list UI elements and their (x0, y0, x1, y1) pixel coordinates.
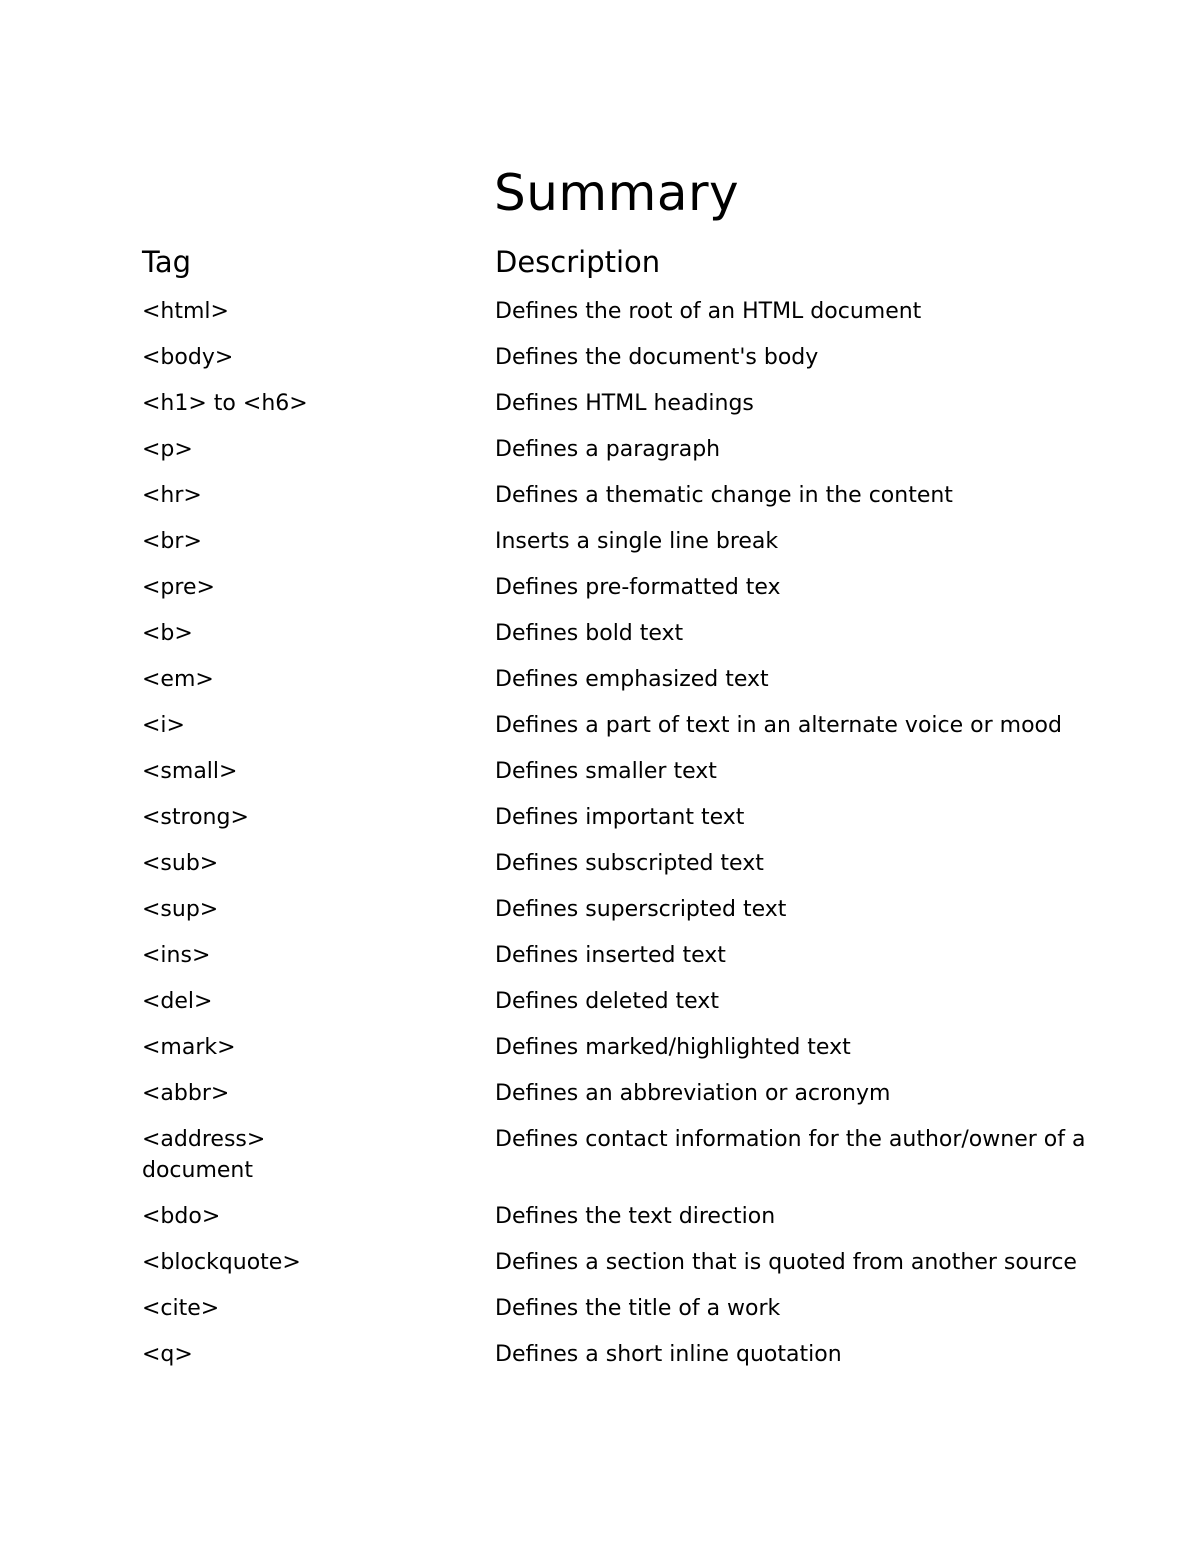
tag-cell: <i> (142, 713, 185, 738)
table-row (0, 1339, 1200, 1385)
tag-cell: <cite> (142, 1296, 220, 1321)
table-row (0, 572, 1200, 618)
description-cell: Defines the title of a work (495, 1296, 781, 1321)
table-row (0, 1201, 1200, 1247)
table-row (0, 664, 1200, 710)
description-cell: Defines a thematic change in the content (495, 483, 953, 508)
description-cell: Defines the document's body (495, 345, 819, 370)
description-cell: Defines contact information for the author/owner of a (495, 1127, 1086, 1152)
tag-cell: <ins> (142, 943, 211, 968)
description-cell: Defines a paragraph (495, 437, 721, 462)
table-row (0, 802, 1200, 848)
table-row (0, 986, 1200, 1032)
table-row (0, 1032, 1200, 1078)
table-row (0, 848, 1200, 894)
description-cell: Defines inserted text (495, 943, 726, 968)
tag-cell: <html> (142, 299, 229, 324)
tag-cell: <em> (142, 667, 214, 692)
tag-cell: <h1> to <h6> (142, 391, 308, 416)
description-cell: Defines the root of an HTML document (495, 299, 922, 324)
tag-cell: <del> (142, 989, 213, 1014)
table-row (0, 1247, 1200, 1293)
tag-cell: <mark> (142, 1035, 236, 1060)
tag-cell: <blockquote> (142, 1250, 301, 1275)
tag-cell: <body> (142, 345, 234, 370)
table-row (0, 480, 1200, 526)
tag-cell: <small> (142, 759, 238, 784)
tag-cell: <br> (142, 529, 202, 554)
description-cell: Defines emphasized text (495, 667, 769, 692)
tag-cell: <q> (142, 1342, 193, 1367)
table-row (0, 342, 1200, 388)
description-cell: Defines deleted text (495, 989, 719, 1014)
description-cell: Defines a part of text in an alternate voice or mood (495, 713, 1062, 738)
tag-cell: <b> (142, 621, 193, 646)
tag-cell: <hr> (142, 483, 202, 508)
description-cell: Defines a short inline quotation (495, 1342, 842, 1367)
table-row (0, 434, 1200, 480)
tag-cell: <bdo> (142, 1204, 221, 1229)
table-row (0, 296, 1200, 342)
description-cell: Defines superscripted text (495, 897, 787, 922)
table-row (0, 526, 1200, 572)
description-cell: Defines smaller text (495, 759, 717, 784)
description-cell: Inserts a single line break (495, 529, 779, 554)
description-cell: Defines the text direction (495, 1204, 776, 1229)
table-row (0, 894, 1200, 940)
table-row (0, 1124, 1200, 1201)
description-cell: Defines pre-formatted tex (495, 575, 781, 600)
tag-cell: <sub> (142, 851, 219, 876)
description-cell: Defines a section that is quoted from another source (495, 1250, 1077, 1275)
description-cell: Defines subscripted text (495, 851, 764, 876)
page-title: Summary (494, 164, 740, 222)
table-row (0, 710, 1200, 756)
description-cell: Defines bold text (495, 621, 684, 646)
description-cell: Defines an abbreviation or acronym (495, 1081, 891, 1106)
description-cell: Defines marked/highlighted text (495, 1035, 851, 1060)
description-column-header: Description (495, 245, 661, 279)
tag-cell: <abbr> (142, 1081, 230, 1106)
table-row (0, 1293, 1200, 1339)
tag-cell: <p> (142, 437, 193, 462)
table-row (0, 388, 1200, 434)
table-row (0, 940, 1200, 986)
table-header (0, 242, 1200, 282)
tag-column-header: Tag (142, 245, 192, 279)
tag-cell: <address> document (142, 1127, 266, 1183)
description-cell: Defines important text (495, 805, 745, 830)
tag-table (0, 296, 1200, 1385)
table-row (0, 618, 1200, 664)
tag-cell: <pre> (142, 575, 215, 600)
tag-cell: <strong> (142, 805, 249, 830)
description-cell: Defines HTML headings (495, 391, 754, 416)
table-row (0, 1078, 1200, 1124)
tag-cell: <sup> (142, 897, 219, 922)
table-row (0, 756, 1200, 802)
